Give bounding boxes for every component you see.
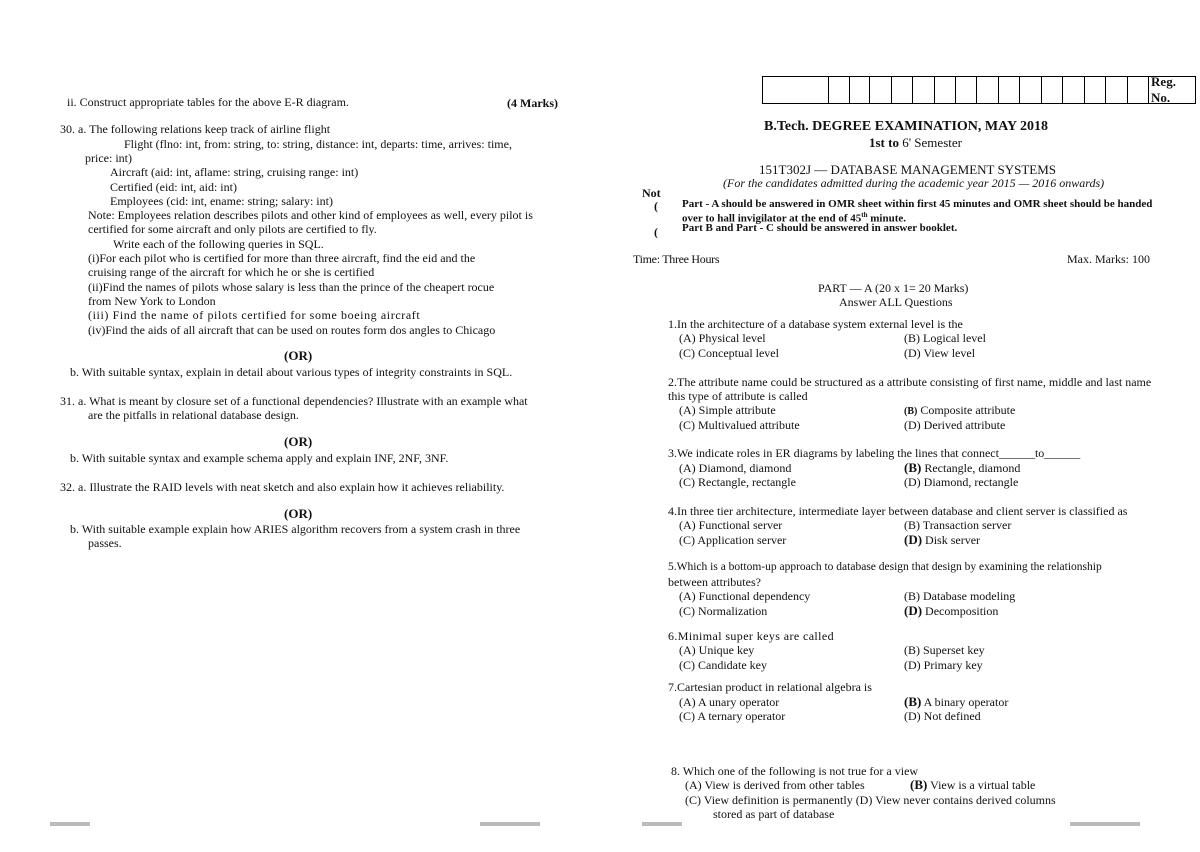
semester-range: 1st to bbox=[869, 135, 903, 150]
option-c: (C) A ternary operator bbox=[679, 709, 786, 723]
note-label: Not bbox=[642, 186, 661, 200]
option-a: (A) A unary operator bbox=[679, 695, 780, 709]
option-c: (C) Rectangle, rectangle bbox=[679, 475, 796, 489]
option-d-text: (D) Not defined bbox=[904, 709, 981, 723]
note-marker: ( bbox=[654, 199, 658, 213]
answer-mark: (B) bbox=[904, 460, 922, 475]
or-separator: (OR) bbox=[284, 506, 313, 521]
q30a-line: Note: Employees relation describes pilots and other kind of employees as well, every pilot is bbox=[88, 208, 533, 222]
option-b bbox=[904, 694, 1008, 710]
q30a-line: Write each of the following queries in SQL. bbox=[113, 237, 324, 251]
semester bbox=[869, 135, 962, 151]
q32b-line: b. With suitable example explain how ARIES algorithm recovers from a system crash in three bbox=[70, 522, 521, 536]
footer-smudge bbox=[480, 822, 540, 826]
q32a-text: 32. a. Illustrate the RAID levels with neat sketch and also explain how it achieves reliability. bbox=[60, 480, 505, 494]
q29-ii-text: ii. Construct appropriate tables for the above E-R diagram. bbox=[67, 95, 349, 109]
option-c: (C) Application server bbox=[679, 533, 787, 547]
question-text: between attributes? bbox=[668, 575, 761, 589]
answer-all: Answer ALL Questions bbox=[839, 295, 953, 309]
q31a-line: are the pitfalls in relational database design. bbox=[88, 408, 299, 422]
part-a-heading: PART — A (20 x 1= 20 Marks) bbox=[818, 281, 969, 295]
option-b-text: (B) Transaction server bbox=[904, 518, 1012, 532]
q31b-text: b. With suitable syntax and example schema apply and explain INF, 2NF, 3NF. bbox=[70, 451, 449, 465]
q30a-line: (iii) Find the name of pilots certified for some boeing aircraft bbox=[88, 308, 421, 322]
q30a-line: Certified (eid: int, aid: int) bbox=[110, 180, 237, 194]
q30a-line: (ii)Find the names of pilots whose salary is less than the prince of the cheapert rocue bbox=[88, 280, 495, 294]
answer-mark: (D) bbox=[904, 603, 923, 618]
semester-end: 6' Semester bbox=[902, 135, 962, 150]
reg-no-cell[interactable] bbox=[1085, 77, 1106, 103]
option-d-text: (D) Primary key bbox=[904, 658, 983, 672]
option-c-cont: stored as part of database bbox=[713, 807, 835, 821]
option-d-text: (D) Derived attribute bbox=[904, 418, 1006, 432]
option-a: (A) Physical level bbox=[679, 331, 766, 345]
reg-no-cell[interactable] bbox=[935, 77, 956, 103]
reg-no-cell[interactable] bbox=[1020, 77, 1041, 103]
option-d bbox=[904, 709, 981, 724]
option-d bbox=[904, 475, 1018, 490]
answer-mark: (B) bbox=[904, 406, 918, 417]
option-b-text: Rectangle, diamond bbox=[921, 461, 1021, 475]
answer-mark: (B) bbox=[910, 777, 928, 792]
option-d-text: (D) Diamond, rectangle bbox=[904, 475, 1019, 489]
q30a-line: from New York to London bbox=[88, 294, 216, 308]
option-c: (C) Candidate key bbox=[679, 658, 767, 672]
q30a-line: (i)For each pilot who is certified for more than three aircraft, find the eid and the bbox=[88, 251, 476, 265]
q31a-line: 31. a. What is meant by closure set of a functional dependencies? Illustrate with an example what bbox=[60, 394, 528, 408]
reg-no-label: Reg. No. bbox=[1151, 74, 1176, 105]
option-c-d: (C) View definition is permanently (D) View never contains derived columns bbox=[685, 793, 1056, 807]
option-d bbox=[904, 658, 983, 673]
q30a-line: 30. a. The following relations keep track of airline flight bbox=[60, 122, 331, 136]
answer-mark: (B) bbox=[904, 694, 922, 709]
reg-no-box bbox=[762, 76, 1196, 104]
note-i-sup: th bbox=[861, 211, 868, 219]
option-b-text: Composite attribute bbox=[917, 403, 1016, 417]
footer-smudge bbox=[50, 822, 90, 826]
option-a: (A) View is derived from other tables bbox=[685, 778, 865, 792]
max-marks: Max. Marks: 100 bbox=[1067, 252, 1150, 266]
question-text: 1.In the architecture of a database system external level is the bbox=[668, 317, 963, 331]
option-a: (A) Functional server bbox=[679, 518, 783, 532]
course-title: 151T302J — DATABASE MANAGEMENT SYSTEMS bbox=[759, 162, 1057, 177]
option-c: (C) Conceptual level bbox=[679, 346, 779, 360]
reg-no-cell[interactable] bbox=[763, 77, 829, 103]
q30a-line: (iv)Find the aids of all aircraft that can be used on routes form dos angles to Chicago bbox=[88, 323, 496, 337]
option-a: (A) Unique key bbox=[679, 643, 755, 657]
option-c: (C) Multivalued attribute bbox=[679, 418, 800, 432]
option-b bbox=[910, 777, 1035, 793]
option-b bbox=[904, 589, 1015, 604]
note-marker: ( bbox=[654, 225, 658, 239]
reg-no-cell[interactable] bbox=[956, 77, 977, 103]
option-d-text: Decomposition bbox=[922, 604, 999, 618]
reg-no-cell[interactable] bbox=[977, 77, 998, 103]
option-a: (A) Functional dependency bbox=[679, 589, 811, 603]
exam-title: B.Tech. DEGREE EXAMINATION, MAY 2018 bbox=[764, 119, 1049, 134]
option-b-text: (B) Superset key bbox=[904, 643, 985, 657]
note-i-line: Part - A should be answered in OMR sheet within first 45 minutes and OMR sheet should be handed bbox=[682, 198, 1153, 210]
option-b-text: (B) Database modeling bbox=[904, 589, 1016, 603]
option-d bbox=[904, 418, 1005, 433]
option-c: (C) Normalization bbox=[679, 604, 768, 618]
reg-no-cell[interactable] bbox=[1042, 77, 1063, 103]
q30b-text: b. With suitable syntax, explain in detail about various types of integrity constraints in SQL. bbox=[70, 365, 513, 379]
reg-no-cell[interactable] bbox=[850, 77, 871, 103]
q30a-line: certified for some aircraft and only pilots are certified to fly. bbox=[88, 222, 377, 236]
option-a: (A) Simple attribute bbox=[679, 403, 776, 417]
question-text: 4.In three tier architecture, intermediate layer between database and client server is classified as bbox=[668, 504, 1128, 518]
or-separator: (OR) bbox=[284, 434, 313, 449]
note-ii-line: Part B and Part - C should be answered in answer booklet. bbox=[682, 222, 958, 234]
reg-no-cell[interactable] bbox=[870, 77, 891, 103]
question-text: 8. Which one of the following is not true for a view bbox=[671, 764, 919, 778]
note-i-text: over to hall invigilator at the end of 45 bbox=[682, 212, 862, 225]
option-b bbox=[904, 518, 1011, 533]
q30a-line: Employees (cid: int, ename: string; salary: int) bbox=[110, 194, 333, 208]
q30a-line: Flight (flno: int, from: string, to: string, distance: int, departs: time, arrives: time, bbox=[124, 137, 512, 151]
option-b bbox=[904, 403, 1015, 418]
reg-no-cell[interactable] bbox=[999, 77, 1020, 103]
question-text: 3.We indicate roles in ER diagrams by labeling the lines that connect______to______ bbox=[668, 446, 1081, 460]
option-b bbox=[904, 460, 1020, 476]
question-text: 7.Cartesian product in relational algebra is bbox=[668, 680, 872, 694]
batch-note: (For the candidates admitted during the academic year 2015 — 2016 onwards) bbox=[723, 176, 1105, 190]
option-d bbox=[904, 532, 980, 548]
question-text: 5.Which is a bottom-up approach to database design that design by examining the relationship bbox=[668, 561, 1102, 573]
q32b-line: passes. bbox=[88, 536, 122, 550]
reg-no-cell[interactable] bbox=[1128, 77, 1149, 103]
footer-smudge bbox=[642, 822, 682, 826]
option-b-text: View is a virtual table bbox=[927, 778, 1036, 792]
reg-no-cell[interactable] bbox=[1106, 77, 1127, 103]
option-d bbox=[904, 346, 975, 361]
time-label: Time: Three Hours bbox=[633, 252, 720, 266]
option-d-text: Disk server bbox=[922, 533, 981, 547]
option-b-text: (B) Logical level bbox=[904, 331, 986, 345]
footer-smudge bbox=[1070, 822, 1140, 826]
or-separator: (OR) bbox=[284, 348, 313, 363]
option-d-text: (D) View level bbox=[904, 346, 976, 360]
reg-no-cell[interactable] bbox=[913, 77, 934, 103]
question-text: 2.The attribute name could be structured as a attribute consisting of first name, middle and last name bbox=[668, 375, 1152, 389]
reg-no-cell[interactable] bbox=[829, 77, 850, 103]
option-b bbox=[904, 331, 986, 346]
question-text: this type of attribute is called bbox=[668, 389, 808, 403]
question-text: 6.Minimal super keys are called bbox=[668, 629, 835, 643]
answer-mark: (D) bbox=[904, 532, 923, 547]
reg-no-cell[interactable] bbox=[1063, 77, 1084, 103]
option-b bbox=[904, 643, 985, 658]
option-b-text: A binary operator bbox=[921, 695, 1009, 709]
q30a-line: Aircraft (aid: int, aflame: string, cruising range: int) bbox=[110, 165, 359, 179]
q29-ii-marks: (4 Marks) bbox=[507, 96, 558, 110]
q30a-line: cruising range of the aircraft for which he or she is certified bbox=[88, 265, 375, 279]
note-i-end: minute. bbox=[867, 212, 906, 225]
q30a-line: price: int) bbox=[85, 151, 132, 165]
option-a: (A) Diamond, diamond bbox=[679, 461, 792, 475]
option-d bbox=[904, 603, 998, 619]
reg-no-cell[interactable] bbox=[892, 77, 913, 103]
